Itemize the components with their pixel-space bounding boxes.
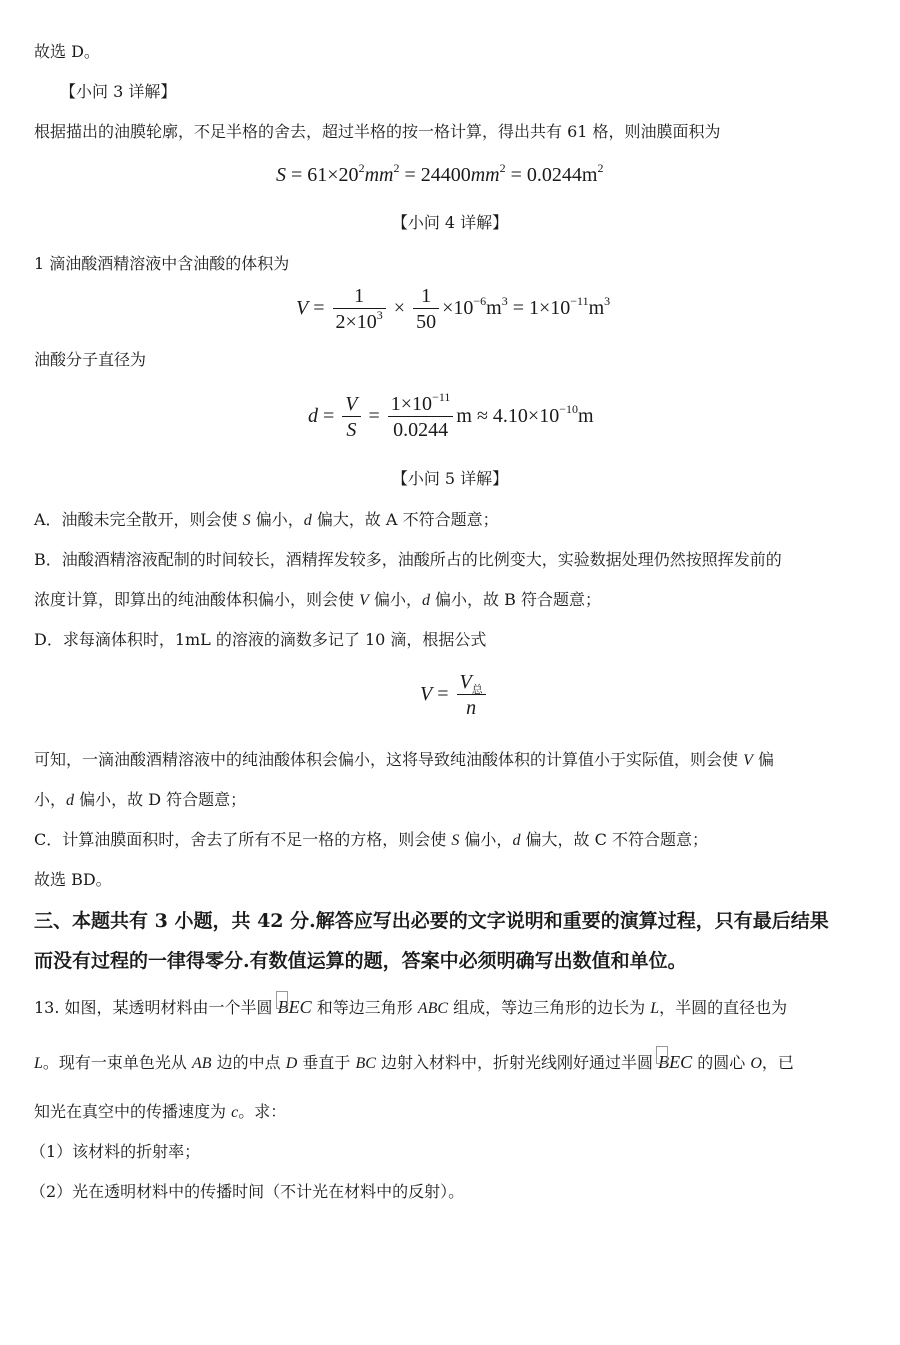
- section-heading-q3: 【小问 3 详解】: [60, 82, 177, 101]
- var-d: d: [421, 592, 430, 609]
- text: 边射入材料中，折射光线刚好通过半圆: [375, 1053, 659, 1072]
- text: 偏小，故 D 符合题意；: [74, 790, 247, 809]
- arc-symbol-icon: [276, 991, 288, 1009]
- var-V: V: [743, 752, 753, 769]
- eq-term: = 24400: [399, 164, 471, 186]
- var-c: c: [231, 1104, 239, 1121]
- frac-num: [457, 670, 486, 694]
- paragraph-q3: 根据描出的油膜轮廓，不足半格的舍去，超过半格的按一格计算，得出共有 61 格，则油膜面积为: [34, 122, 721, 141]
- text: 和等边三角形: [311, 998, 418, 1017]
- eq-exp: 3: [376, 308, 383, 322]
- frac-num: [388, 392, 454, 416]
- text: A．油酸未完全散开，则会使: [34, 510, 243, 529]
- text: 边的中点: [211, 1053, 286, 1072]
- text: 可知，一滴油酸酒精溶液中的纯油酸体积会偏小，这将导致纯油酸体积的计算值小于实际值，则会使: [34, 750, 744, 769]
- text: ，半圆的直径也为: [659, 998, 788, 1017]
- paragraph-diameter: 油酸分子直径为: [34, 350, 147, 369]
- var-S: S: [276, 164, 286, 186]
- text: C．计算油膜面积时，舍去了所有不足一格的方格，则会使: [34, 830, 452, 849]
- text: 。现有一束单色光从: [42, 1053, 192, 1072]
- var-O: O: [750, 1055, 762, 1072]
- paragraph-q4: 1 滴油酸酒精溶液中含油酸的体积为: [34, 254, 290, 273]
- eq-exp: 2: [597, 161, 604, 175]
- section-title-line2: 而没有过程的一律得零分.有数值运算的题，答案中必须明确写出数值和单位。: [34, 950, 687, 972]
- eq-term: = 0.0244m: [505, 164, 598, 186]
- eq-exp: −11: [432, 390, 451, 404]
- text: ，已: [761, 1053, 794, 1072]
- text: 。求：: [238, 1102, 287, 1121]
- eq-sign: =: [363, 405, 385, 428]
- eq-term: = 1×10: [507, 297, 571, 320]
- arc-label: BEC: [277, 997, 312, 1017]
- var-AB: AB: [192, 1055, 212, 1072]
- eq-exp: −11: [570, 294, 589, 309]
- var-D: D: [285, 1055, 298, 1072]
- frac-num-text: 1×10: [390, 393, 433, 415]
- text: 偏大，故 A 不符合题意；: [311, 510, 499, 529]
- equation-formula: [420, 670, 489, 721]
- equation-area: [276, 161, 604, 187]
- eq-term: ×10: [442, 297, 474, 320]
- fraction: [413, 284, 439, 335]
- var-ABC: ABC: [417, 1000, 449, 1017]
- text: 知光在真空中的传播速度为: [34, 1102, 232, 1121]
- text: 偏小，: [459, 830, 513, 849]
- question-13-line2: [34, 1052, 794, 1074]
- question-13-line3: [34, 1102, 286, 1123]
- text: 小，: [34, 790, 67, 809]
- text: 垂直于: [297, 1053, 356, 1072]
- eq-unit: mm: [364, 164, 394, 186]
- var-L: L: [650, 1000, 660, 1017]
- sub-question-1: （1）该材料的折射率；: [30, 1142, 201, 1161]
- eq-exp: 2: [499, 161, 506, 175]
- equation-volume: [296, 284, 610, 335]
- eq-sign: =: [308, 297, 330, 320]
- text: 13. 如图，某透明材料由一个半圆: [34, 998, 278, 1017]
- section-heading-q4: 【小问 4 详解】: [391, 213, 509, 232]
- eq-unit: m: [588, 297, 605, 320]
- var-S: S: [451, 832, 460, 849]
- var-V: V: [420, 683, 433, 706]
- var-S: S: [242, 512, 251, 529]
- option-d-line2: [34, 750, 774, 771]
- frac-den: S: [342, 416, 360, 443]
- text: 偏大，故 C 不符合题意；: [520, 830, 708, 849]
- answer-bd: 故选 BD。: [34, 870, 112, 889]
- text: 偏小，故 B 符合题意；: [429, 590, 601, 609]
- var-V: V: [296, 297, 309, 320]
- eq-unit: m: [577, 405, 594, 428]
- option-b-line2: [34, 590, 601, 611]
- eq-term: = 61×20: [286, 164, 359, 186]
- text: 偏: [752, 750, 774, 769]
- fraction: [388, 392, 454, 443]
- frac-den: n: [457, 694, 486, 721]
- var-d: d: [308, 405, 318, 428]
- eq-exp: 2: [358, 161, 365, 175]
- fraction: [333, 284, 386, 335]
- option-a: [34, 510, 499, 531]
- var-d: d: [512, 832, 521, 849]
- arc-label: BEC: [658, 1052, 693, 1072]
- text: 的圆心: [692, 1053, 751, 1072]
- option-d-line3: [34, 790, 246, 811]
- eq-exp: −10: [559, 402, 578, 417]
- option-d-line1: D．求每滴体积时，1mL 的溶液的滴数多记了 10 滴，根据公式: [34, 630, 487, 649]
- option-c: [34, 830, 708, 851]
- section-heading-q5: 【小问 5 详解】: [391, 469, 509, 488]
- frac-num: 1: [354, 285, 365, 307]
- arc-symbol-icon: [656, 1046, 668, 1064]
- eq-unit: mm: [470, 164, 500, 186]
- text: 组成，等边三角形的边长为: [448, 998, 651, 1017]
- equation-diameter: [308, 392, 594, 443]
- eq-sign: ×: [388, 297, 411, 320]
- eq-sign: =: [432, 683, 454, 706]
- eq-sign: =: [318, 405, 340, 428]
- text: 浓度计算，即算出的纯油酸体积偏小，则会使: [34, 590, 360, 609]
- frac-den: 0.0244: [388, 416, 454, 443]
- sub-question-2: （2）光在透明材料中的传播时间（不计光在材料中的反射）。: [30, 1182, 465, 1201]
- frac-num: 1: [421, 285, 432, 307]
- eq-exp: 3: [501, 294, 508, 309]
- arc-bec: [658, 1052, 692, 1072]
- var-d: d: [66, 792, 75, 809]
- frac-den-text: 2×10: [335, 311, 377, 333]
- var-d: d: [303, 512, 312, 529]
- question-13-line1: [34, 997, 787, 1019]
- eq-exp: 3: [604, 294, 611, 309]
- eq-exp: 2: [393, 161, 400, 175]
- text: 偏小，: [368, 590, 422, 609]
- text: 偏小，: [250, 510, 304, 529]
- arc-bec: [278, 997, 312, 1017]
- eq-unit: m: [486, 297, 502, 320]
- eq-exp: −6: [473, 294, 487, 309]
- var-V: V: [459, 671, 472, 693]
- frac-num: V: [345, 393, 358, 415]
- fraction: [342, 392, 360, 443]
- var-BC: BC: [355, 1055, 376, 1072]
- var-V: V: [359, 592, 369, 609]
- eq-sub: 总: [471, 684, 483, 696]
- answer-line: 故选 D。: [34, 42, 100, 61]
- section-title-line1: 三、本题共有 3 小题，共 42 分.解答应写出必要的文字说明和重要的演算过程，只有最后结果: [34, 910, 829, 932]
- frac-den: 50: [413, 308, 439, 335]
- fraction: [457, 670, 486, 721]
- frac-den: [333, 308, 386, 335]
- eq-term: m ≈ 4.10×10: [456, 405, 560, 428]
- option-b-line1: B．油酸酒精溶液配制的时间较长，酒精挥发较多，油酸所占的比例变大，实验数据处理仍然按照挥发前的: [34, 550, 782, 569]
- var-L: L: [34, 1055, 43, 1072]
